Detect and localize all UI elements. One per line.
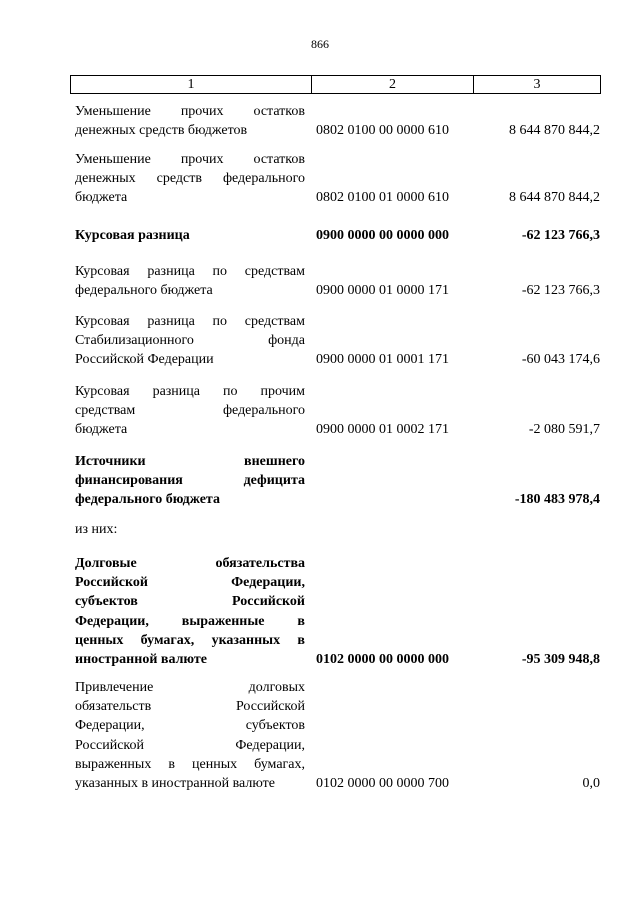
column-header-3: 3 xyxy=(474,76,601,94)
column-header-table xyxy=(70,75,601,94)
row-description-line: Уменьшение прочих остатков xyxy=(75,152,305,167)
amount-value: -62 123 766,3 xyxy=(521,283,600,299)
row-description-line: Федерации, субъектов xyxy=(75,718,305,734)
row-description-line: Российской Федерации, xyxy=(75,575,305,591)
row-description-line: Источники внешнего xyxy=(75,454,305,469)
amount-value: 8 644 870 844,2 xyxy=(509,190,600,206)
row-description-line: денежных средств бюджетов xyxy=(75,123,248,139)
row-description-line: указанных в иностранной валюте xyxy=(75,776,275,792)
row-description-line: Стабилизационного фонда xyxy=(75,333,305,349)
row-description xyxy=(75,150,305,208)
amount-value: -180 483 978,4 xyxy=(514,492,600,508)
amount-value: 0,0 xyxy=(582,776,600,791)
row-description xyxy=(75,452,305,510)
row-description xyxy=(75,554,305,669)
row-description-line: иностранной валюте xyxy=(75,652,208,668)
row-description-line: Курсовая разница xyxy=(75,228,190,243)
row-description-line: Курсовая разница по средствам xyxy=(75,314,305,329)
row-description xyxy=(75,226,305,245)
row-description-line: ценных бумагах, указанных в xyxy=(75,632,305,648)
column-header-2: 2 xyxy=(312,76,474,94)
row-description-line: выраженных в ценных бумагах, xyxy=(75,756,305,772)
amount-value: -95 309 948,8 xyxy=(521,652,600,667)
row-description-line: Российской Федерации, xyxy=(75,737,305,753)
row-description xyxy=(75,312,305,370)
row-description-line: федерального бюджета xyxy=(75,283,213,299)
row-description-line: Курсовая разница по средствам xyxy=(75,264,305,279)
row-description-line: из них: xyxy=(75,522,118,537)
row-description-line: Федерации, выраженные в xyxy=(75,613,305,629)
column-header-row xyxy=(71,76,601,94)
row-description xyxy=(75,678,305,793)
amount-value: -60 043 174,6 xyxy=(521,352,600,368)
row-description-line: Российской Федерации xyxy=(75,352,214,368)
row-description xyxy=(75,520,305,539)
row-description-line: федерального бюджета xyxy=(75,492,220,508)
row-description-line: обязательств Российской xyxy=(75,699,305,715)
amount-value: 8 644 870 844,2 xyxy=(509,123,600,139)
budget-code: 0102 0000 00 0000 700 xyxy=(316,776,449,791)
row-description-line: бюджета xyxy=(75,422,128,438)
row-description xyxy=(75,102,305,140)
row-description-line: субъектов Российской xyxy=(75,594,305,610)
row-description-line: бюджета xyxy=(75,190,128,206)
row-description xyxy=(75,262,305,300)
amount-value: -62 123 766,3 xyxy=(521,228,600,243)
budget-code: 0802 0100 00 0000 610 xyxy=(316,123,449,139)
row-description-line: Уменьшение прочих остатков xyxy=(75,104,305,119)
row-description-line: финансирования дефицита xyxy=(75,473,305,489)
column-header-1: 1 xyxy=(71,76,312,94)
budget-code: 0102 0000 00 0000 000 xyxy=(316,652,449,667)
budget-code: 0900 0000 01 0002 171 xyxy=(316,422,449,438)
row-description-line: Долговые обязательства xyxy=(75,556,305,571)
row-description-line: средствам федерального xyxy=(75,403,305,419)
row-description xyxy=(75,382,305,440)
row-description-line: Привлечение долговых xyxy=(75,680,305,695)
budget-code: 0900 0000 01 0000 171 xyxy=(316,283,449,299)
budget-code: 0900 0000 00 0000 000 xyxy=(316,228,449,243)
page-number: 866 xyxy=(311,37,329,51)
budget-code: 0802 0100 01 0000 610 xyxy=(316,190,449,206)
row-description-line: денежных средств федерального xyxy=(75,171,305,187)
amount-value: -2 080 591,7 xyxy=(528,422,600,438)
budget-code: 0900 0000 01 0001 171 xyxy=(316,352,449,368)
row-description-line: Курсовая разница по прочим xyxy=(75,384,305,399)
